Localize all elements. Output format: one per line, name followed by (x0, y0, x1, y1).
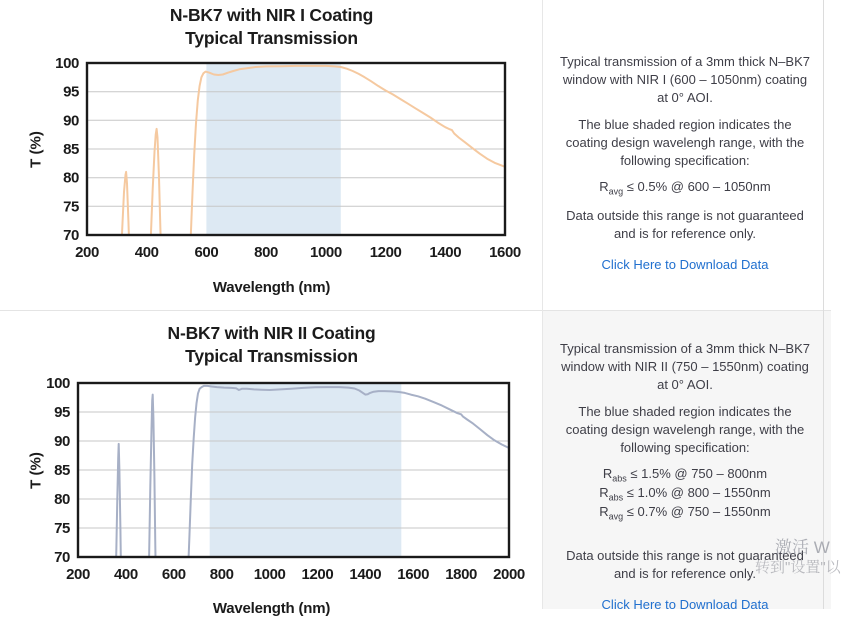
svg-text:90: 90 (63, 112, 79, 130)
nir2-section (0, 310, 831, 617)
chart-title-line1: N-BK7 with NIR I Coating (169, 5, 374, 25)
svg-text:85: 85 (54, 462, 70, 479)
spec-rabs-2: $R_{abs} \le 1.0\%$ @ 800 – 1550nm (599, 484, 771, 503)
svg-text:1400: 1400 (349, 566, 382, 583)
nir2-info-panel (543, 310, 831, 613)
svg-text:80: 80 (54, 491, 70, 508)
spec-ravg: $R_{avg} \le 0.5\%$ @ 600 – 1050nm (599, 178, 771, 197)
svg-text:1400: 1400 (429, 244, 462, 261)
nir2-x-axis-label: Wavelength (nm) (212, 600, 331, 617)
svg-text:100: 100 (55, 55, 79, 72)
svg-text:95: 95 (54, 404, 70, 421)
svg-text:1000: 1000 (253, 566, 286, 583)
horizontal-divider (0, 310, 831, 311)
svg-text:400: 400 (113, 566, 138, 583)
svg-text:1000: 1000 (310, 244, 342, 261)
nir2-disclaimer-text: Data outside this range is not guaranteed and is for reference only. (566, 548, 804, 582)
svg-text:600: 600 (161, 566, 186, 583)
svg-text:800: 800 (209, 566, 234, 583)
nir1-y-axis-label: T (%) (27, 131, 45, 168)
svg-text:1800: 1800 (445, 566, 477, 583)
nir1-shaded-region-text: The blue shaded region indicates the coating design wavelengh range, with the following specification: (565, 116, 805, 168)
svg-text:200: 200 (66, 566, 90, 583)
svg-text:1200: 1200 (369, 244, 402, 261)
nir1-x-axis-label: Wavelength (nm) (212, 279, 331, 296)
windows-activation-watermark-line2: 转到"设置"以 (755, 559, 841, 576)
spec-ravg: $R_{avg} \le 0.7\%$ @ 750 – 1550nm (599, 504, 771, 522)
nir2-description-text: Typical transmission of a 3mm thick N–BK7 window with NIR II (750 – 1550nm) coating at 0° AOI. (560, 341, 810, 392)
svg-text:75: 75 (63, 198, 79, 216)
svg-text:1600: 1600 (397, 566, 430, 583)
nir1-info-panel (543, 0, 831, 310)
nir2-spec-block (556, 466, 814, 524)
nir1-description-text: Typical transmission of a 3mm thick N–BK7 window with NIR I (600 – 1050nm) coating at 0° AOI. (560, 54, 810, 105)
svg-text:800: 800 (254, 244, 279, 261)
nir2-y-axis-label: T (%) (27, 452, 45, 489)
nir1-spec-block (556, 179, 814, 198)
svg-text:200: 200 (75, 244, 99, 261)
spec-rabs-1: $R_{abs} \le 1.5\%$ @ 750 – 800nm (602, 465, 768, 484)
nir1-disclaimer-text: Data outside this range is not guaranteed and is for reference only. (566, 207, 804, 241)
chart-title-line1: N-BK7 with NIR II Coating (167, 323, 376, 343)
svg-text:70: 70 (54, 549, 70, 566)
svg-text:85: 85 (63, 141, 79, 158)
chart-title-line2: Typical Transmission (185, 345, 358, 366)
svg-text:70: 70 (63, 227, 79, 244)
chart-title-line2: Typical Transmission (185, 27, 358, 48)
svg-text:80: 80 (63, 169, 79, 187)
svg-text:90: 90 (54, 433, 70, 450)
svg-text:2000: 2000 (493, 566, 525, 583)
nir1-section (0, 0, 831, 310)
nir2-shaded-region-text: The blue shaded region indicates the coating design wavelengh range, with the following specification: (565, 403, 805, 455)
windows-activation-watermark-line1: 激活 W (775, 538, 830, 557)
svg-text:1600: 1600 (489, 244, 521, 261)
vertical-divider (542, 0, 543, 609)
nir1-transmission-chart (0, 0, 543, 310)
svg-text:1200: 1200 (301, 566, 334, 583)
svg-text:100: 100 (46, 375, 70, 392)
svg-text:600: 600 (194, 244, 219, 261)
svg-text:75: 75 (54, 520, 70, 537)
nir1-download-data-link[interactable]: Click Here to Download Data (601, 256, 769, 272)
nir2-transmission-chart (0, 310, 543, 609)
svg-text:400: 400 (134, 244, 159, 261)
nir2-download-data-link[interactable]: Click Here to Download Data (601, 597, 769, 613)
scrollbar-track-border (823, 0, 824, 609)
svg-text:95: 95 (63, 83, 79, 101)
